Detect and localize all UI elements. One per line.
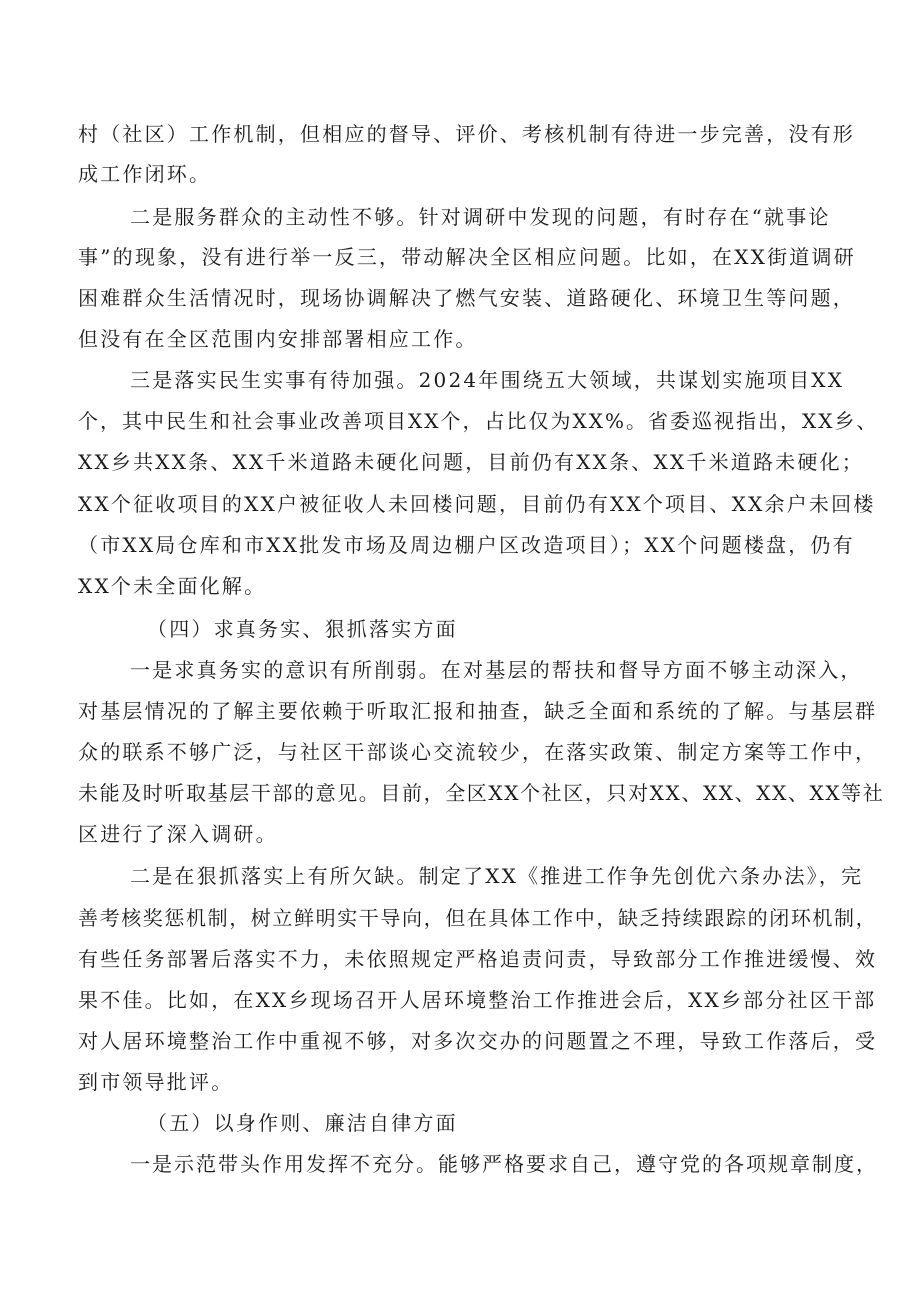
text-line: 事”的现象，没有进行举一反三，带动解决全区相应问题。比如，在XX街道调研 [78, 245, 856, 269]
paragraph-start-line: 一是示范带头作用发挥不充分。能够严格要求自己，遵守党的各项规章制度， [130, 1152, 878, 1176]
text-line: 但没有在全区范围内安排部署相应工作。 [78, 327, 478, 351]
text-line: XX个未全面化解。 [78, 574, 267, 598]
text-line: 果不佳。比如，在XX乡现场召开人居环境整治工作推进会后，XX乡部分社区干部 [78, 988, 877, 1012]
section-heading-5: （五）以身作则、廉洁自律方面 [147, 1111, 458, 1135]
text-line: 村（社区）工作机制，但相应的督导、评价、考核机制有待进一步完善，没有形 [78, 122, 855, 146]
paragraph-start-line: 二是服务群众的主动性不够。针对调研中发现的问题，有时存在“就事论 [130, 205, 831, 229]
text-line: 成工作闭环。 [78, 162, 212, 186]
paragraph-start-line: 一是求真务实的意识有所削弱。在对基层的帮扶和督导方面不够主动深入， [130, 658, 863, 682]
text-line: 困难群众生活情况时，现场协调解决了燃气安装、道路硬化、环境卫生等问题， [78, 286, 855, 310]
text-line: 未能及时听取基层干部的意见。目前，全区XX个社区，只对XX、XX、XX、XX等社 [78, 781, 885, 805]
text-line: 有些任务部署后落实不力，未依照规定严格追责问责，导致部分工作推进缓慢、效 [78, 947, 878, 971]
text-line: XX乡共XX条、XX千米道路未硬化问题，目前仍有XX条、XX千米道路未硬化； [78, 450, 864, 474]
text-line: 对人居环境整治工作中重视不够，对多次交办的问题置之不理，导致工作落后，受 [78, 1029, 878, 1053]
text-line: 众的联系不够广泛，与社区干部谈心交流较少，在落实政策、制定方案等工作中， [78, 740, 878, 764]
section-heading-4: （四）求真务实、狠抓落实方面 [147, 617, 458, 641]
text-line: 对基层情况的了解主要依赖于听取汇报和抽查，缺乏全面和系统的了解。与基层群 [78, 699, 878, 723]
text-line: 善考核奖惩机制，树立鲜明实干导向，但在具体工作中，缺乏持续跟踪的闭环机制， [78, 906, 878, 930]
text-line: 区进行了深入调研。 [78, 822, 278, 846]
text-line: （市XX局仓库和市XX批发市场及周边棚户区改造项目）；XX个问题楼盘，仍有 [78, 533, 855, 557]
text-line: 个，其中民生和社会事业改善项目XX个，占比仅为XX%。省委巡视指出，XX乡、 [78, 409, 879, 433]
text-line: XX个征收项目的XX户被征收人未回楼问题，目前仍有XX个项目、XX余户未回楼 [78, 492, 876, 516]
text-line: 到市领导批评。 [78, 1070, 234, 1094]
paragraph-start-line: 二是在狠抓落实上有所欠缺。制定了XX《推进工作争先创优六条办法》，完 [130, 864, 864, 888]
paragraph-start-line: 三是落实民生实事有待加强。2024年围绕五大领域，共谋划实施项目XX [130, 368, 845, 392]
